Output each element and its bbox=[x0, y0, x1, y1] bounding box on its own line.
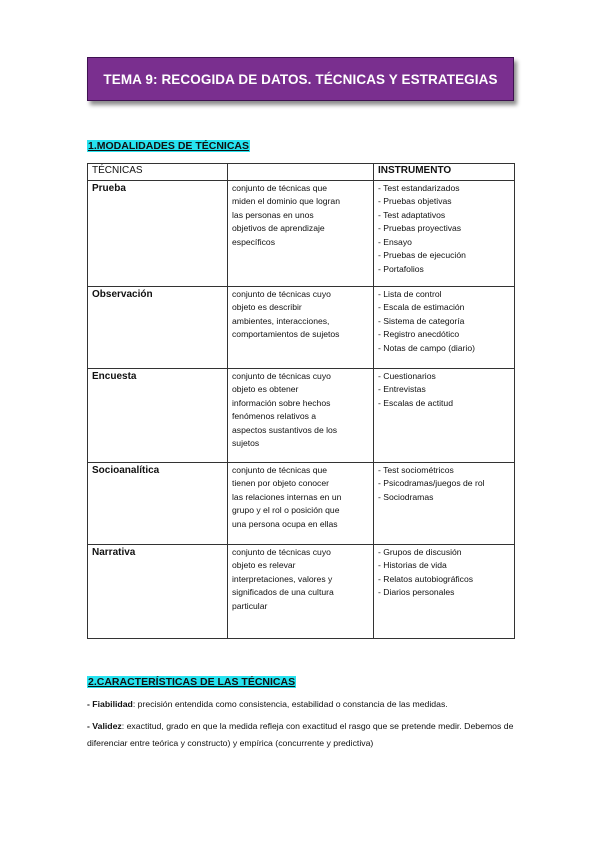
instrument-item: - Psicodramas/juegos de rol bbox=[378, 478, 485, 488]
technique-name: Narrativa bbox=[88, 544, 228, 638]
fiabilidad-paragraph bbox=[87, 696, 517, 713]
description-line: información sobre hechos bbox=[232, 397, 331, 408]
table-row bbox=[88, 544, 515, 638]
technique-instruments bbox=[374, 180, 515, 286]
instrument-item: - Entrevistas bbox=[378, 384, 426, 394]
table-row bbox=[88, 286, 515, 368]
description-line: conjunto de técnicas que bbox=[232, 464, 328, 475]
description-line: conjunto de técnicas cuyo bbox=[232, 288, 331, 299]
technique-instruments bbox=[374, 286, 515, 368]
instrument-item: - Relatos autobiográficos bbox=[378, 573, 474, 584]
instrument-item: - Test adaptativos bbox=[378, 209, 446, 220]
header-tecnicas: TÉCNICAS bbox=[88, 164, 228, 181]
instrument-item: - Pruebas de ejecución bbox=[378, 250, 466, 260]
description-line: objeto es relevar bbox=[232, 560, 296, 570]
technique-instruments bbox=[374, 462, 515, 544]
instrument-item: - Pruebas objetivas bbox=[378, 196, 452, 206]
section2-heading bbox=[87, 676, 296, 688]
instrument-item: - Test estandarizados bbox=[378, 182, 460, 193]
description-line: ambientes, interacciones, bbox=[232, 315, 330, 326]
technique-instruments bbox=[374, 368, 515, 462]
instrument-item: - Cuestionarios bbox=[378, 370, 436, 381]
description-line: una persona ocupa en ellas bbox=[232, 518, 338, 529]
description-line: conjunto de técnicas cuyo bbox=[232, 546, 331, 557]
technique-description bbox=[228, 286, 374, 368]
technique-name: Socioanalítica bbox=[88, 462, 228, 544]
technique-name: Prueba bbox=[88, 180, 228, 286]
table-row bbox=[88, 368, 515, 462]
description-line: conjunto de técnicas que bbox=[232, 182, 328, 193]
description-line: grupo y el rol o posición que bbox=[232, 505, 340, 515]
table-header-row bbox=[88, 164, 515, 181]
description-line: significados de una cultura bbox=[232, 587, 334, 597]
header-empty bbox=[228, 164, 374, 181]
technique-description bbox=[228, 544, 374, 638]
instrument-item: - Registro anecdótico bbox=[378, 329, 460, 339]
section1-heading bbox=[87, 140, 250, 152]
section1-heading-text: 1.MODALIDADES DE TÉCNICAS bbox=[88, 140, 250, 152]
table-row bbox=[88, 462, 515, 544]
technique-description bbox=[228, 462, 374, 544]
techniques-table bbox=[87, 163, 515, 639]
description-line: conjunto de técnicas cuyo bbox=[232, 370, 331, 381]
description-line: interpretaciones, valores y bbox=[232, 573, 333, 584]
instrument-item: - Notas de campo (diario) bbox=[378, 342, 475, 353]
validez-label: - Validez bbox=[87, 721, 122, 731]
instrument-item: - Historias de vida bbox=[378, 560, 447, 570]
instrument-item: - Sociodramas bbox=[378, 491, 434, 502]
instrument-item: - Grupos de discusión bbox=[378, 546, 462, 557]
instrument-item: - Ensayo bbox=[378, 236, 412, 247]
description-line: objeto es obtener bbox=[232, 384, 299, 394]
instrument-item: - Test sociométricos bbox=[378, 464, 454, 475]
description-line: fenómenos relativos a bbox=[232, 411, 317, 421]
description-line: aspectos sustantivos de los bbox=[232, 424, 338, 435]
section2-heading-text: 2.CARACTERÍSTICAS DE LAS TÉCNICAS bbox=[88, 676, 296, 688]
description-line: comportamientos de sujetos bbox=[232, 329, 340, 339]
description-line: particular bbox=[232, 600, 268, 611]
description-line: objeto es describir bbox=[232, 302, 302, 312]
validez-paragraph bbox=[87, 718, 517, 752]
header-instrumento: INSTRUMENTO bbox=[374, 164, 515, 181]
technique-name: Observación bbox=[88, 286, 228, 368]
table-row bbox=[88, 180, 515, 286]
technique-description bbox=[228, 368, 374, 462]
instrument-item: - Escala de estimación bbox=[378, 302, 465, 312]
description-line: las personas en unos bbox=[232, 209, 314, 220]
technique-name: Encuesta bbox=[88, 368, 228, 462]
description-line: miden el dominio que logran bbox=[232, 196, 340, 206]
document-title-text: TEMA 9: RECOGIDA DE DATOS. TÉCNICAS Y ESTRATEGIAS bbox=[103, 71, 498, 87]
description-line: específicos bbox=[232, 236, 275, 247]
technique-instruments bbox=[374, 544, 515, 638]
instrument-item: - Diarios personales bbox=[378, 587, 455, 597]
instrument-item: - Sistema de categoría bbox=[378, 315, 465, 326]
description-line: tienen por objeto conocer bbox=[232, 478, 329, 488]
instrument-item: - Lista de control bbox=[378, 288, 442, 299]
validez-text: : exactitud, grado en que la medida refleja con exactitud el rasgo que se pretende medir. Debemos de diferenciar entre teórica y constructo) y empírica (concurrente y predictiva) bbox=[87, 721, 514, 748]
instrument-item: - Escalas de actitud bbox=[378, 397, 453, 408]
description-line: sujetos bbox=[232, 438, 260, 448]
instrument-item: - Pruebas proyectivas bbox=[378, 223, 462, 233]
fiabilidad-text: : precisión entendida como consistencia, estabilidad o constancia de las medidas. bbox=[132, 699, 448, 709]
document-title bbox=[87, 57, 514, 101]
fiabilidad-label: - Fiabilidad bbox=[87, 699, 133, 709]
technique-description bbox=[228, 180, 374, 286]
description-line: objetivos de aprendizaje bbox=[232, 223, 325, 233]
instrument-item: - Portafolios bbox=[378, 263, 424, 274]
description-line: las relaciones internas en un bbox=[232, 491, 342, 502]
